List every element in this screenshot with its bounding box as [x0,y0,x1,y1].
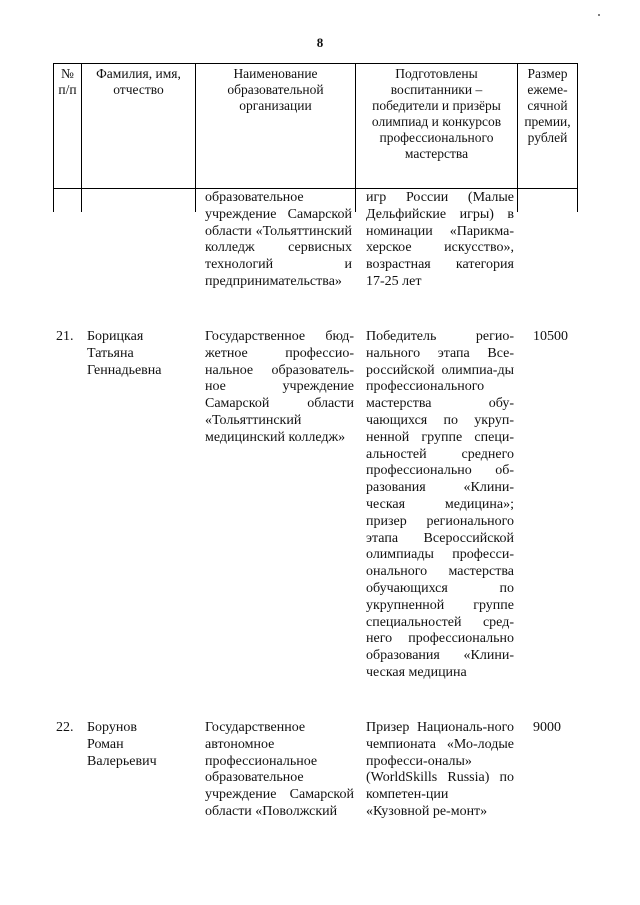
row-21-num: 21. [56,329,74,344]
row-22-num: 22. [56,720,74,735]
column-line [81,188,82,212]
continuation-org: образовательное учреждение Самарской области «Тольяттинский колледж сервисных технологий и предпринимательства» [205,190,352,289]
column-line [577,188,578,212]
scan-dot [598,14,600,16]
header-amount: Размер ежеме-сячной премии, рублей [518,64,578,189]
row-22-prep: Призер Националь-ного чемпионата «Мо-лодые професси-оналы» (WorldSkills Russia) по компетен-ции «Кузовной ре-монт» [366,720,514,819]
page-number: 8 [316,35,324,50]
row-21-amount: 10500 [533,329,568,344]
column-line [53,188,54,212]
row-22-amount: 9000 [533,720,561,735]
row-21-name: Борицкая Татьяна Геннадьевна [87,329,162,378]
continuation-prep: игр России (Малые Дельфийские игры) в номинации «Парикма-херское искусство», возрастная категория 17-25 лет [366,190,514,289]
row-21-prep: Победитель регио-нального этапа Все-российской олимпиа-ды профессионального мастерства обу-чающихся по укруп-ненной группе специ-альностей среднего профессионально об-разования «Клини-ческая медицина»; призер регионального этапа Всероссийской олимпиады професси-онального мастерства обучающихся по укрупненной группе специальностей сред-него профессионально образования «Клини-ческая медицина [366,329,514,680]
row-22-org: Государственное автономное профессиональное образовательное учреждение Самарской области «Поволжский [205,720,354,819]
row-21-org: Государственное бюд-жетное профессио-нальное образователь-ное учреждение Самарской области «Тольяттинский медицинский колледж» [205,329,354,445]
column-line [517,188,518,212]
column-line [355,188,356,212]
row-22-name: Борунов Роман Валерьевич [87,720,157,769]
column-line [195,188,196,212]
header-name: Фамилия, имя, отчество [82,64,196,189]
header-num: № п/п [54,64,82,189]
header-prep: Подготовлены воспитанники – победители и призёры олимпиад и конкурсов профессионального мастерства [356,64,518,189]
table-header [53,63,578,189]
header-org: Наименование образовательной организации [196,64,356,189]
